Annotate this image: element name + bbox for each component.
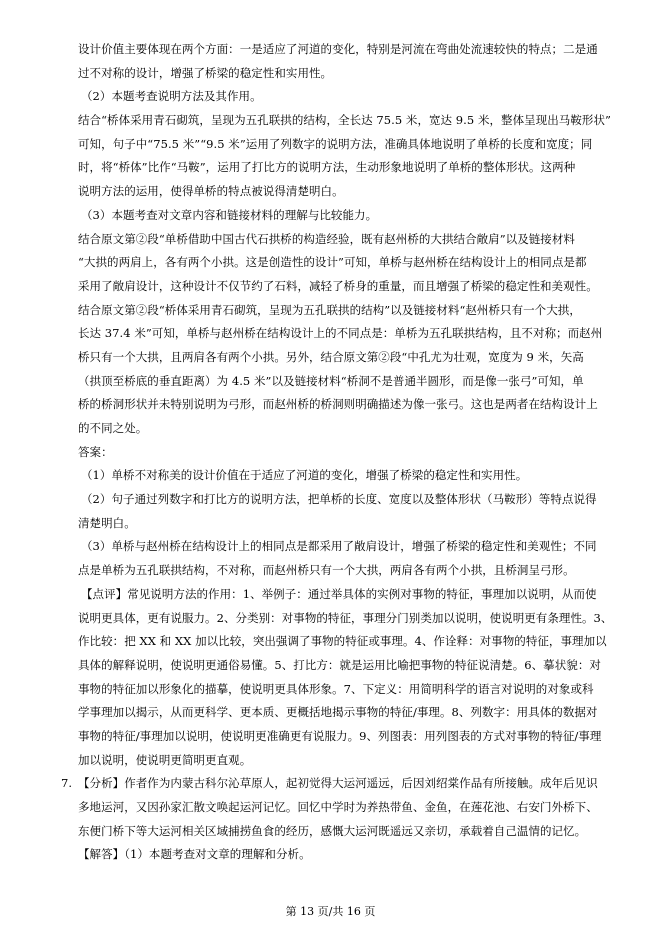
analysis-line: 多地运河，又因孙家汇散文唤起运河记忆。回忆中学时为养热带鱼、金鱼，在莲花池、右安门外桥下、 bbox=[78, 800, 598, 814]
question-7-block bbox=[61, 772, 633, 867]
text-line: 过不对称的设计，增强了桥梁的稳定性和实用性。 bbox=[78, 65, 333, 80]
text-line: （拱顶至桥底的垂直距离）为 4.5 米”以及链接材料“桥洞不是普通半圆形，而是像一张弓”可知，单 bbox=[78, 373, 584, 388]
analysis-line: 东便门桥下等大运河相关区域捕捞鱼食的经历，感慨大运河既遥远又亲切，承载着自己温情的记忆。 bbox=[78, 823, 587, 838]
text-line: 点是单桥为五孔联拱结构，不对称，而赵州桥只有一个大拱，两肩各有两个小拱，且桥洞呈弓形。 bbox=[78, 563, 575, 578]
text-line: 清楚明白。 bbox=[78, 515, 136, 530]
comment-line: 学事理加以揭示，从而更科学、更本质、更概括地揭示事物的特征/事理。8、列数字：用具体的数据对 bbox=[78, 705, 598, 720]
text-line: 结合原文第②段“单桥借助中国古代石拱桥的构造经验，既有赵州桥的大拱结合敞肩”以及链接材料 bbox=[78, 231, 575, 246]
text-line: 可知，句子中“75.5 米”“9.5 米”运用了列数字的说明方法，准确具体地说明了单桥的长度和宽度；同 bbox=[78, 136, 593, 151]
solution-line: 【解答】（1）本题考查对文章的理解和分析。 bbox=[78, 847, 311, 862]
text-line: 长达 37.4 米”可知，单桥与赵州桥在结构设计上的不同点是：单桥为五孔联拱结构，且不对称；而赵州 bbox=[78, 326, 603, 341]
analysis-line: 【分析】作者作为内蒙古科尔沁草原人，起初觉得大运河遥远，后因刘绍棠作品有所接触。成年后见识 bbox=[78, 776, 598, 791]
text-line: 时，将“桥体”比作“马鞍”，运用了打比方的说明方法，生动形象地说明了单桥的整体形状。这两种 bbox=[78, 160, 576, 175]
question-number: 7. bbox=[61, 776, 73, 791]
text-line: 说明方法的运用，使得单桥的特点被说得清楚明白。 bbox=[78, 184, 344, 199]
text-line: 采用了敞肩设计，这种设计不仅节约了石料，减轻了桥身的重量，而且增强了桥梁的稳定性和美观性。 bbox=[78, 278, 598, 293]
text-line: （3）单桥与赵州桥在结构设计上的相同点是都采用了敞肩设计，增强了桥梁的稳定性和美观性；不同 bbox=[81, 539, 597, 554]
text-line: （2）本题考查说明方法及其作用。 bbox=[81, 89, 262, 104]
text-line: 结合原文第②段“桥体采用青石砌筑，呈现为五孔联拱的结构”以及链接材料“赵州桥只有一个大拱， bbox=[78, 302, 581, 317]
comment-line: 作比较：把 XX 和 XX 加以比较，突出强调了事物的特征或事理。4、作诠释：对事物的特征，事理加以 bbox=[78, 634, 607, 649]
answer-heading: 答案： bbox=[78, 444, 113, 459]
comment-line: 加以说明，使说明更简明更直观。 bbox=[78, 752, 252, 767]
text-line: 设计价值主要体现在两个方面：一是适应了河道的变化，特别是河流在弯曲处流速较快的特点；二是通 bbox=[78, 42, 598, 56]
comment-line: 事物的特征加以形象化的描摹，使说明更具体形象。7、下定义：用简明科学的语言对说明的对象或科 bbox=[78, 681, 594, 696]
text-line: （3）本题考查对文章内容和链接材料的理解与比较能力。 bbox=[81, 207, 378, 222]
answer-text-block bbox=[61, 38, 633, 867]
page-number-label: 第 13 页/共 16 页 bbox=[285, 905, 376, 918]
text-line: 结合“桥体采用青石砌筑，呈现为五孔联拱的结构，全长达 75.5 米，宽达 9.5 米，整体呈现出马鞍形状” bbox=[78, 113, 611, 128]
comment-line: 【点评】常见说明方法的作用：1、举例子：通过举具体的实例对事物的特征，事理加以说明，从而使 bbox=[81, 586, 597, 601]
text-line: 桥只有一个大拱，且两肩各有两个小拱。另外，结合原文第②段“中孔尤为壮观，宽度为 9 米，矢高 bbox=[78, 349, 584, 364]
text-line: （1）单桥不对称美的设计价值在于适应了河道的变化，增强了桥梁的稳定性和实用性。 bbox=[81, 468, 528, 483]
comment-line: 说明更具体，更有说服力。2、分类别：对事物的特征，事理分门别类加以说明，使说明更有条理性。3、 bbox=[78, 610, 613, 625]
page-footer bbox=[0, 905, 661, 919]
text-line: “大拱的两肩上，各有两个小拱。这是创造性的设计”可知，单桥与赵州桥在结构设计上的相同点是都 bbox=[78, 255, 587, 270]
comment-line: 事物的特征/事理加以说明，使说明更准确更有说服力。9、列图表：用列图表的方式对事物的特征/事理 bbox=[78, 728, 602, 743]
text-line: 的不同之处。 bbox=[78, 421, 148, 435]
text-line: （2）句子通过列数字和打比方的说明方法，把单桥的长度、宽度以及整体形状（马鞍形）等特点说得 bbox=[81, 492, 597, 507]
text-line: 桥的桥洞形状并未特别说明为弓形，而赵州桥的桥洞则明确描述为像一张弓。这也是两者在结构设计上 bbox=[78, 397, 598, 412]
comment-line: 具体的解释说明，使说明更通俗易懂。5、打比方：就是运用比喻把事物的特征说清楚。6、摹状貌：对 bbox=[78, 657, 601, 672]
